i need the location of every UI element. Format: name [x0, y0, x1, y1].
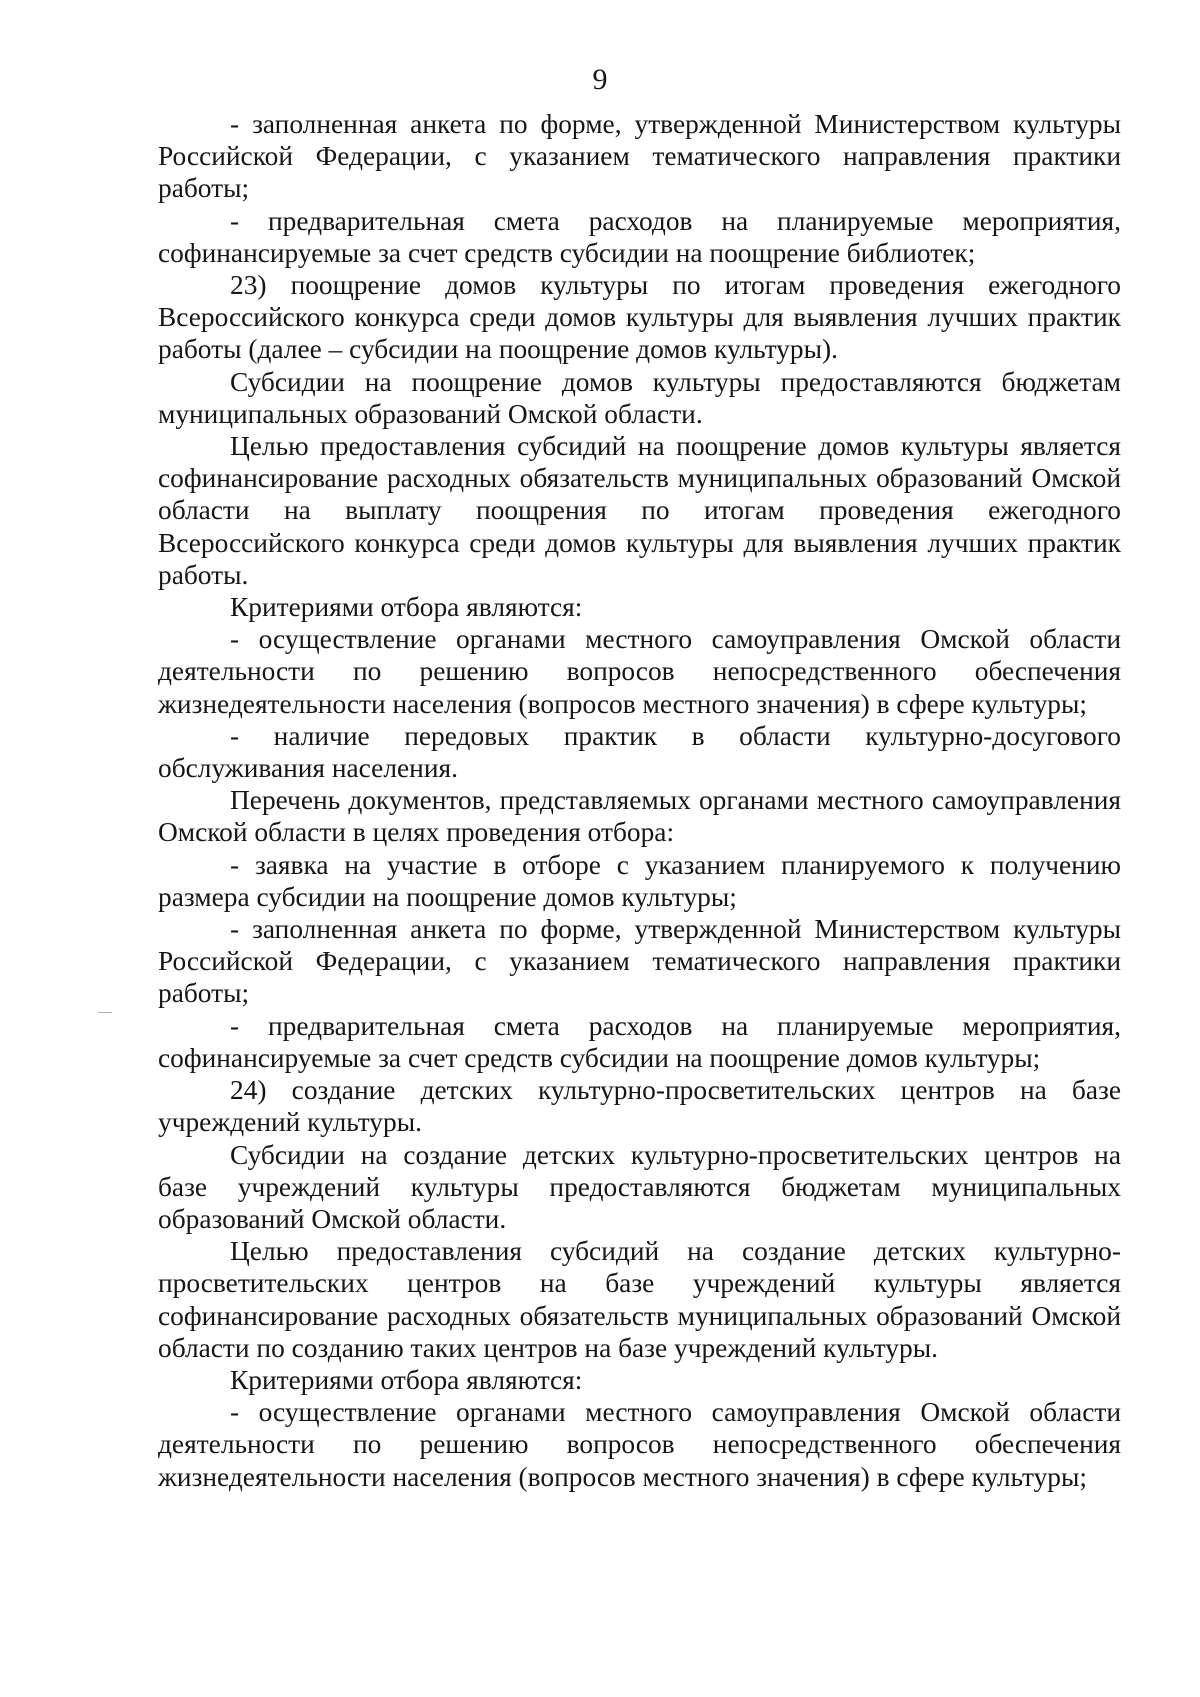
paragraph: Субсидии на создание детских культурно-просветительских центров на базе учреждений культуры предоставляются бюджетам муниципальных образований Омской области.	[158, 1139, 1121, 1234]
paragraph: 23) поощрение домов культуры по итогам проведения ежегодного Всероссийского конкурса среди домов культуры для выявления лучших практик работы (далее – субсидии на поощрение домов культуры).	[158, 270, 1121, 365]
paragraph: Целью предоставления субсидий на создание детских культурно-просветительских центров на базе учреждений культуры является софинансирование расходных обязательств муниципальных образований Омской области по созданию таких центров на базе учреждений культуры.	[158, 1236, 1121, 1363]
document-body	[158, 108, 1121, 1493]
paragraph: - осуществление органами местного самоуправления Омской области деятельности по решению вопросов непосредственного обеспечения жизнедеятельности населения (вопросов местного значения) в сфере культуры;	[158, 624, 1121, 719]
paragraph: - наличие передовых практик в области культурно-досугового обслуживания населения.	[158, 720, 1121, 784]
paragraph: - заполненная анкета по форме, утвержденной Министерством культуры Российской Федерации, с указанием тематического направления практики работы;	[158, 109, 1121, 204]
paragraph: Критериями отбора являются:	[230, 592, 583, 623]
paragraph: - заполненная анкета по форме, утвержденной Министерством культуры Российской Федерации, с указанием тематического направления практики работы;	[158, 914, 1121, 1009]
paragraph: Перечень документов, представляемых органами местного самоуправления Омской области в целях проведения отбора:	[158, 785, 1121, 848]
paragraph: - заявка на участие в отборе с указанием планируемого к получению размера субсидии на поощрение домов культуры;	[158, 849, 1121, 912]
paragraph: - осуществление органами местного самоуправления Омской области деятельности по решению вопросов непосредственного обеспечения жизнедеятельности населения (вопросов местного значения) в сфере культуры;	[158, 1397, 1121, 1492]
paragraph: Критериями отбора являются:	[230, 1364, 583, 1395]
margin-mark	[98, 1012, 112, 1013]
paragraph: 24) создание детских культурно-просветительских центров на базе учреждений культуры.	[158, 1075, 1121, 1138]
paragraph: Субсидии на поощрение домов культуры предоставляются бюджетам муниципальных образований Омской области.	[158, 366, 1121, 429]
paragraph: Целью предоставления субсидий на поощрение домов культуры является софинансирование расходных обязательств муниципальных образований Омской области на выплату поощрения по итогам проведения ежегодного Всероссийского конкурса среди домов культуры для выявления лучших практик работы.	[158, 431, 1121, 590]
paragraph: - предварительная смета расходов на планируемые мероприятия, софинансируемые за счет средств субсидии на поощрение библиотек;	[158, 205, 1121, 268]
page-number: 9	[592, 63, 608, 96]
paragraph: - предварительная смета расходов на планируемые мероприятия, софинансируемые за счет средств субсидии на поощрение домов культуры;	[158, 1010, 1121, 1073]
